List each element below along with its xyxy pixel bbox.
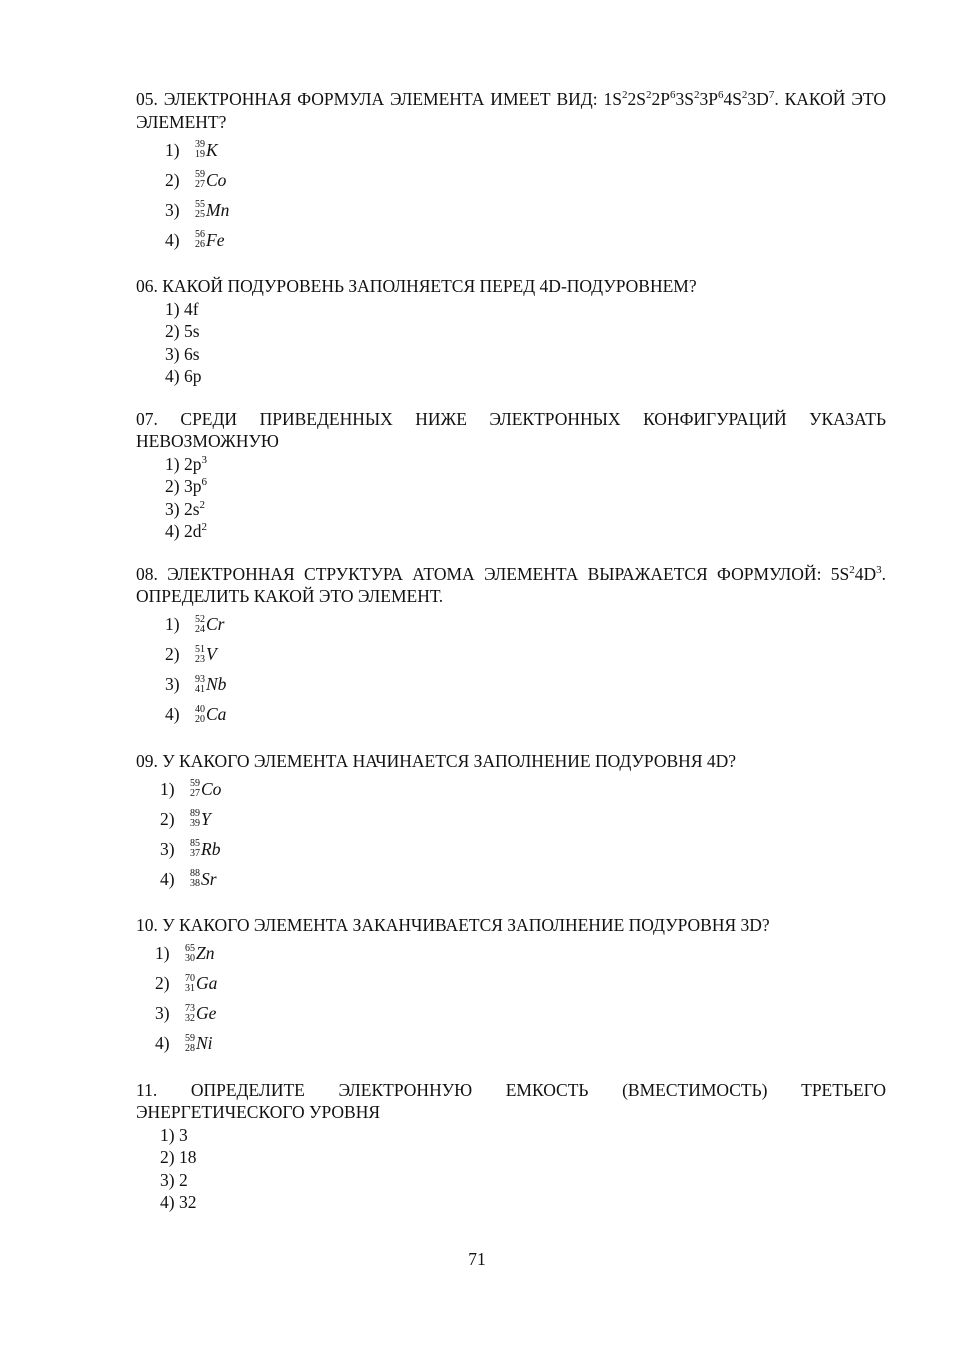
answer-options (136, 133, 886, 255)
answer-option: 2) 70 31 Ga (155, 972, 218, 994)
question-text: 07. СРЕДИ ПРИВЕДЕННЫХ НИЖЕ ЭЛЕКТРОННЫХ КОНФИГУРАЦИЙ УКАЗАТЬ НЕВОЗМОЖНУЮ (136, 408, 886, 451)
answer-option: 4) 88 38 Sr (160, 868, 217, 889)
nuclide: 39 19 K (195, 139, 218, 160)
answer-options (136, 772, 886, 894)
answer-option: 2) 5s (165, 321, 200, 341)
question-text: 10. У КАКОГО ЭЛЕМЕНТА ЗАКАНЧИВАЕТСЯ ЗАПОЛНЕНИЕ ПОДУРОВНЯ 3D? (136, 915, 770, 935)
nuclide: 55 25 Mn (195, 199, 230, 220)
question-text: 05. ЭЛЕКТРОННАЯ ФОРМУЛА ЭЛЕМЕНТА ИМЕЕТ ВИД: $1S^22S^22P^63S^23P^64S^23D^7$. КАКОЙ ЭТО ЭЛЕМЕНТ? (136, 89, 886, 132)
question-text: 11. ОПРЕДЕЛИТЕ ЭЛЕКТРОННУЮ ЕМКОСТЬ (ВМЕСТИМОСТЬ) ТРЕТЬЕГО ЭНЕРГЕТИЧЕСКОГО УРОВНЯ (136, 1079, 886, 1122)
nuclide: 65 30 Zn (185, 942, 215, 964)
answer-option: 4) 32 (160, 1192, 197, 1212)
answer-option: 3) 2 (160, 1169, 188, 1190)
answer-options (136, 298, 886, 388)
nuclide: 59 28 Ni (185, 1032, 213, 1054)
answer-option: 1) 4f (165, 298, 199, 319)
answer-option: 4) 59 28 Ni (155, 1032, 213, 1054)
page-content (136, 88, 886, 1234)
answer-option: 4) 56 26 Fe (165, 229, 225, 250)
question-text: 08. ЭЛЕКТРОННАЯ СТРУКТУРА АТОМА ЭЛЕМЕНТА ВЫРАЖАЕТСЯ ФОРМУЛОЙ: $5S^24D^3$. ОПРЕДЕЛИТЬ КАКОЙ ЭТО ЭЛЕМЕНТ. (136, 563, 886, 606)
nuclide: 93 41 Nb (195, 673, 227, 695)
nuclide: 56 26 Fe (195, 229, 225, 250)
answer-option: 2) 89 39 Y (160, 808, 211, 829)
answer-option: 1) 3 (160, 1124, 188, 1145)
question-10 (136, 914, 886, 1059)
nuclide: 89 39 Y (190, 808, 211, 829)
answer-option: 4) $2d^2$ (165, 521, 207, 541)
answer-option: 4) 6p (165, 366, 202, 386)
question-text: 06. КАКОЙ ПОДУРОВЕНЬ ЗАПОЛНЯЕТСЯ ПЕРЕД 4D-ПОДУРОВНЕМ? (136, 276, 697, 296)
question-09 (136, 750, 886, 895)
answer-options (136, 453, 886, 543)
answer-option: 3) 55 25 Mn (165, 199, 230, 220)
answer-option: 3) 6s (165, 343, 200, 364)
nuclide: 59 27 Co (195, 169, 227, 190)
answer-option: 3) $2s^2$ (165, 498, 206, 519)
answer-option: 2) 18 (160, 1147, 197, 1167)
answer-option: 4) 40 20 Ca (165, 703, 227, 725)
answer-option: 2) 51 23 V (165, 643, 217, 665)
nuclide: 73 32 Ge (185, 1002, 217, 1024)
question-05 (136, 88, 886, 255)
answer-options (136, 1124, 886, 1214)
answer-option: 1) $2p^3$ (165, 453, 207, 474)
answer-option: 1) 65 30 Zn (155, 942, 215, 964)
nuclide: 70 31 Ga (185, 972, 218, 994)
answer-option: 1) 52 24 Cr (165, 613, 225, 635)
answer-options (136, 608, 886, 730)
answer-options (136, 937, 886, 1059)
nuclide: 59 27 Co (190, 778, 222, 799)
question-07 (136, 408, 886, 543)
question-08 (136, 563, 886, 730)
page-number: 71 (468, 1249, 486, 1269)
nuclide: 85 37 Rb (190, 838, 221, 859)
nuclide: 40 20 Ca (195, 703, 227, 725)
answer-option: 2) 59 27 Co (165, 169, 227, 190)
answer-option: 2) $3p^6$ (165, 476, 207, 496)
nuclide: 88 38 Sr (190, 868, 217, 889)
question-11 (136, 1079, 886, 1214)
nuclide: 51 23 V (195, 643, 217, 665)
nuclide: 52 24 Cr (195, 613, 225, 635)
answer-option: 3) 85 37 Rb (160, 838, 221, 859)
question-text: 09. У КАКОГО ЭЛЕМЕНТА НАЧИНАЕТСЯ ЗАПОЛНЕНИЕ ПОДУРОВНЯ 4D? (136, 750, 737, 771)
question-06 (136, 275, 886, 388)
answer-option: 3) 93 41 Nb (165, 673, 227, 695)
answer-option: 3) 73 32 Ge (155, 1002, 217, 1024)
answer-option: 1) 59 27 Co (160, 778, 222, 799)
answer-option: 1) 39 19 K (165, 139, 218, 160)
